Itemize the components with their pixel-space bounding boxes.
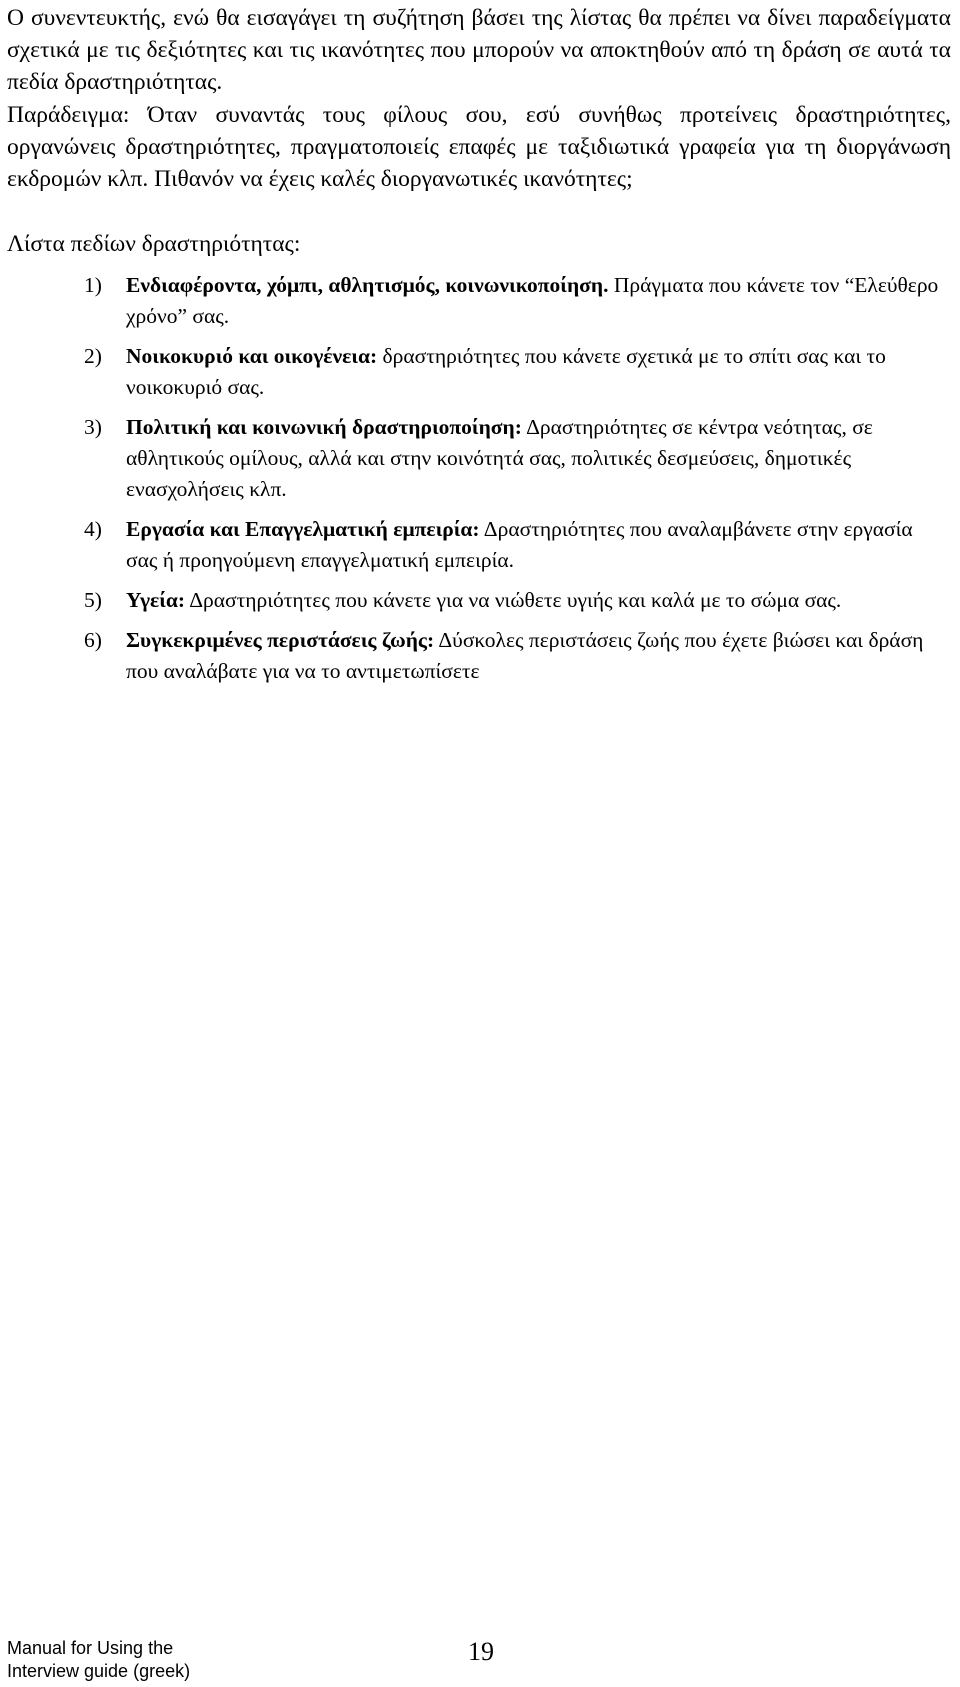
list-item-number: 2) bbox=[84, 344, 102, 368]
list-item bbox=[0, 270, 960, 332]
list-item-title: Υγεία: bbox=[126, 588, 186, 612]
list-item bbox=[0, 412, 960, 505]
list-item-text: Δραστηριότητες που αναλαμβάνετε στην εργασία σας ή προηγούμενη επαγγελματική εμπειρία. bbox=[126, 517, 913, 572]
list-item bbox=[0, 514, 960, 576]
list-item-title: Νοικοκυριό και οικογένεια: bbox=[126, 344, 378, 368]
list-item bbox=[0, 341, 960, 403]
list-item-text: δραστηριότητες που κάνετε σχετικά με το σπίτι σας και το νοικοκυριό σας. bbox=[126, 344, 886, 399]
list-item-text: Δραστηριότητες που κάνετε για να νιώθετε υγιής και καλά με το σώμα σας. bbox=[185, 588, 842, 612]
list-item-number: 3) bbox=[84, 415, 102, 439]
list-item bbox=[0, 625, 960, 687]
list-item-text: Δύσκολες περιστάσεις ζωής που έχετε βιώσει και δράση που αναλάβατε για να το αντιμετωπίσετε bbox=[126, 628, 924, 683]
list-item bbox=[0, 585, 960, 616]
list-item-text: Δραστηριότητες σε κέντρα νεότητας, σε αθλητικούς ομίλους, αλλά και στην κοινότητά σας, πολιτικές δεσμεύσεις, δημοτικές ενασχολήσεις κλπ. bbox=[126, 415, 873, 501]
list-item-title: Ενδιαφέροντα, χόμπι, αθλητισμός, κοινωνικοποίηση. bbox=[126, 273, 609, 297]
list-item-number: 1) bbox=[84, 273, 102, 297]
list-item-number: 5) bbox=[84, 588, 102, 612]
footer-line: Manual for Using the bbox=[7, 1638, 174, 1658]
list-item-number: 4) bbox=[84, 517, 102, 541]
intro-paragraph: Ο συνεντευκτής, ενώ θα εισαγάγει τη συζήτηση βάσει της λίστας θα πρέπει να δίνει παραδείγματα σχετικά με τις δεξιότητες και τις ικανότητες που μπορούν να αποκτηθούν από τη δράση σε αυτά τα πεδία δραστηριότητας. bbox=[7, 5, 951, 95]
page-number: 19 bbox=[468, 1637, 494, 1666]
footer-manual-title bbox=[7, 1637, 190, 1683]
example-paragraph: Παράδειγμα: Όταν συναντάς τους φίλους σου, εσύ συνήθως προτείνεις δραστηριότητες, οργανώνεις δραστηριότητες, πραγματοποιείς επαφές με ταξιδιωτικά γραφεία για τη διοργάνωση εκδρομών κλπ. Πιθανόν να έχεις καλές διοργανωτικές ικανότητες; bbox=[7, 102, 951, 192]
footer-line: Interview guide (greek) bbox=[7, 1661, 191, 1681]
list-item-text: Πράγματα που κάνετε τον “Ελεύθερο χρόνο” σας. bbox=[126, 273, 939, 328]
list-title: Λίστα πεδίων δραστηριότητας: bbox=[7, 231, 301, 257]
list-item-title: Συγκεκριμένες περιστάσεις ζωής: bbox=[126, 628, 435, 652]
activity-fields-list bbox=[0, 270, 960, 696]
list-item-title: Πολιτική και κοινωνική δραστηριοποίηση: bbox=[126, 415, 522, 439]
list-item-title: Εργασία και Επαγγελματική εμπειρία: bbox=[126, 517, 480, 541]
list-item-number: 6) bbox=[84, 628, 102, 652]
